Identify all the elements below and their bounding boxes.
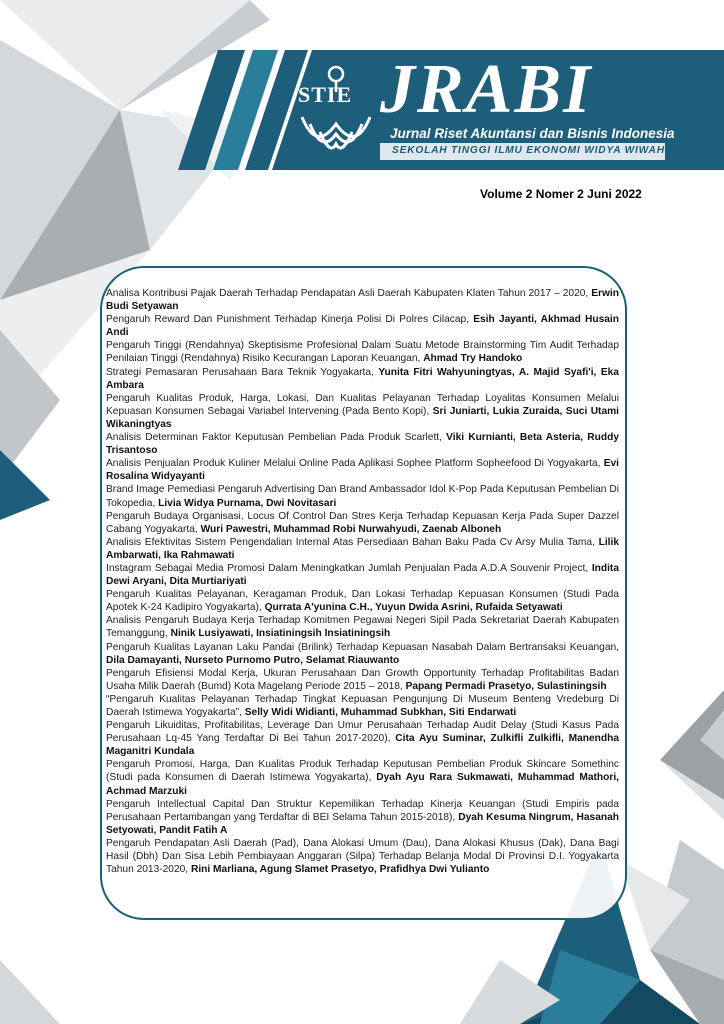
article-title: Pengaruh Kualitas Layanan Laku Pandai (Brilink) Terhadap Kepuasan Nasabah Dalam Bertransaksi Keuangan, [106,641,619,653]
article-title: Pengaruh Likuiditas, Profitabilitas, Leverage Dan Umur Perusahaan Terhadap Audit Delay (Studi Kasus Pada Perusahaan Lq-45 Yang Terdaftar Di Bei Tahun 2017-2020), [106,720,619,745]
article-authors: Rini Marliana, Agung Slamet Prasetyo, Prafidhya Dwi Yulianto [190,864,490,876]
article-authors: Wuri Pawestri, Muhammad Robi Nurwahyudi, Zaenab Alboneh [200,523,502,535]
article-authors: Qurrata A'yunina C.H., Yuyun Dwida Asrini, Rufaida Setyawati [264,602,563,614]
article-authors: Ninik Lusiyawati, Insiatiningsih Insiatiningsih [170,628,391,640]
article-title: “Pengaruh Kualitas Pelayanan Terhadap Tingkat Kepuasan Pengunjung Di Museum Benteng Vredeburg Di Daerah Istimewa Yogyakarta”, [106,693,619,718]
article-title: Pengaruh Intellectual Capital Dan Struktur Kepemilikan Terhadap Kinerja Keuangan (Studi Empiris pada Perusahaan Pertambangan yang Terdaftar di BEI Selama Tahun 2015-2018), [106,798,619,823]
article-title: Strategi Pemasaran Perusahaan Bara Teknik Yogyakarta, [106,366,374,378]
article-entry[interactable] [106,287,619,313]
article-entry[interactable] [106,614,619,640]
article-authors: Erwin Budi Setyawan [106,288,619,313]
article-authors: Yunita Fitri Wahyuningtyas, A. Majid Syafi'i, Eka Ambara [106,366,619,391]
article-entry[interactable] [106,366,619,392]
article-title: Analisis Penjualan Produk Kuliner Melalui Online Pada Aplikasi Sophee Platform Sopheefood Di Yogyakarta, [106,458,601,470]
article-entry[interactable] [106,798,619,837]
article-authors: Livia Widya Purnama, Dwi Novitasari [158,497,337,509]
article-entry[interactable] [106,588,619,614]
article-entry[interactable] [106,431,619,457]
article-entry[interactable] [106,483,619,509]
article-entry[interactable] [106,510,619,536]
article-authors: Dyah Kesuma Ningrum, Hasanah Setyowati, Pandit Fatih A [106,811,619,836]
article-authors: Papang Permadi Prasetyo, Sulastiningsih [405,680,607,692]
article-authors: Sri Juniarti, Lukia Zuraida, Suci Utami Wikaningtyas [106,405,620,430]
journal-title: JRABI [380,51,593,128]
article-authors: Dyah Ayu Rara Sukmawati, Muhammad Mathori, Achmad Marzuki [106,772,619,797]
logo-text: STIE [298,82,353,107]
article-title: Pengaruh Tinggi (Rendahnya) Skeptisisme Profesional Dalam Suatu Metode Brainstorming Tim Audit Terhadap Penilaian Tinggi (Rendahnya) Risiko Kecurangan Laporan Keuangan, [106,340,619,365]
journal-subtitle: Jurnal Riset Akuntansi dan Bisnis Indonesia [390,126,675,141]
article-entry[interactable] [106,536,619,562]
article-authors: Cita Ayu Suminar, Zulkifli Zulkifli, Manendha Maganitri Kundala [106,733,619,758]
article-entry[interactable] [106,313,619,339]
article-entry[interactable] [106,667,619,693]
article-entry[interactable] [106,641,619,667]
article-entry[interactable] [106,562,619,588]
article-title: Analisa Kontribusi Pajak Daerah Terhadap Pendapatan Asli Daerah Kabupaten Klaten Tahun 2017 – 2020, [106,288,589,299]
table-of-contents [106,287,619,876]
article-authors: Indita Dewi Aryani, Dita Murtiariyati [106,562,619,588]
article-title: Analisis Efektivitas Sistem Pengendalian Internal Atas Persediaan Bahan Baku Pada Cv Arsy Mulia Tama, [106,536,595,548]
triangle-decoration [0,960,60,1024]
article-entry[interactable] [106,719,619,758]
article-title: Pengaruh Pendapatan Asli Daerah (Pad), Dana Alokasi Umum (Dau), Dana Alokasi Khusus (Dak), Dana Bagi Hasil (Dbh) Dan Sisa Lebih Pembiayaan Anggaran (Silpa) Terhadap Belanja Modal Di Provinsi D.I. Yogyakarta Tahun 2013-2020, [106,837,619,876]
triangle-decoration [0,450,50,520]
article-title: Pengaruh Efisiensi Modal Kerja, Ukuran Perusahaan Dan Growth Opportunity Terhadap Profitabilitas Badan Usaha Milik Daerah (Bumd) Kota Magelang Periode 2015 – 2018, [106,667,619,692]
article-entry[interactable] [106,392,619,431]
article-authors: Evi Rosalina Widyayanti [106,458,619,483]
article-title: Analisis Pengaruh Budaya Kerja Terhadap Komitmen Pegawai Negeri Sipil Pada Sekretariat Daerah Kabupaten Temanggung, [106,615,619,640]
article-title: Brand Image Pemediasi Pengaruh Advertising Dan Brand Ambassador Idol K-Pop Pada Keputusan Pembelian Di Tokopedia, [106,484,619,509]
article-authors: Selly Widi Widianti, Muhammad Subkhan, Siti Endarwati [244,707,517,718]
article-title: Pengaruh Promosi, Harga, Dan Kualitas Produk Terhadap Keputusan Pembelian Produk Skincare Somethinc (Studi pada Konsumen di Daerah Istimewa Yogyakarta), [106,759,619,784]
article-title: Pengaruh Reward Dan Punishment Terhadap Kinerja Polisi Di Polres Cilacap, [106,314,470,326]
article-entry[interactable] [106,693,619,719]
article-title: Pengaruh Kualitas Pelayanan, Keragaman Produk, Dan Lokasi Terhadap Kepuasan Konsumen (Studi Pada Apotek K-24 Kadipiro Yogyakarta), [106,589,619,614]
article-entry[interactable] [106,837,619,876]
article-title: Pengaruh Budaya Organisasi, Locus Of Control Dan Stres Kerja Terhadap Kepuasan Kerja Pada Super Dazzel Cabang Yogyakarta, [106,510,619,535]
article-title: Analisis Determinan Faktor Keputusan Pembelian Pada Produk Scarlett, [106,432,442,444]
article-authors: Lilik Ambarwati, Ika Rahmawati [106,536,620,561]
article-authors: Ahmad Try Handoko [423,353,523,365]
article-entry[interactable] [106,457,619,483]
article-title: Pengaruh Kualitas Produk, Harga, Lokasi, Dan Kualitas Pelayanan Terhadap Loyalitas Konsumen Melalui Kepuasan Konsumen Sebagai Variabel Intervening (Pada Bento Kopi), [106,392,619,417]
institution-name: SEKOLAH TINGGI ILMU EKONOMI WIDYA WIWAHA [392,145,674,156]
article-entry[interactable] [106,758,619,797]
issue-info: Volume 2 Nomer 2 Juni 2022 [480,187,642,201]
article-entry[interactable] [106,339,619,365]
article-authors: Dila Damayanti, Nurseto Purnomo Putro, Selamat Riauwanto [106,654,400,666]
article-title: Instagram Sebagai Media Promosi Dalam Meningkatkan Jumlah Penjualan Pada A.D.A Souvenir Project, [106,562,589,574]
article-authors: Viki Kurnianti, Beta Asteria, Ruddy Trisantoso [106,432,619,457]
article-authors: Esih Jayanti, Akhmad Husain Andi [106,314,619,339]
stie-logo-icon [296,62,376,162]
